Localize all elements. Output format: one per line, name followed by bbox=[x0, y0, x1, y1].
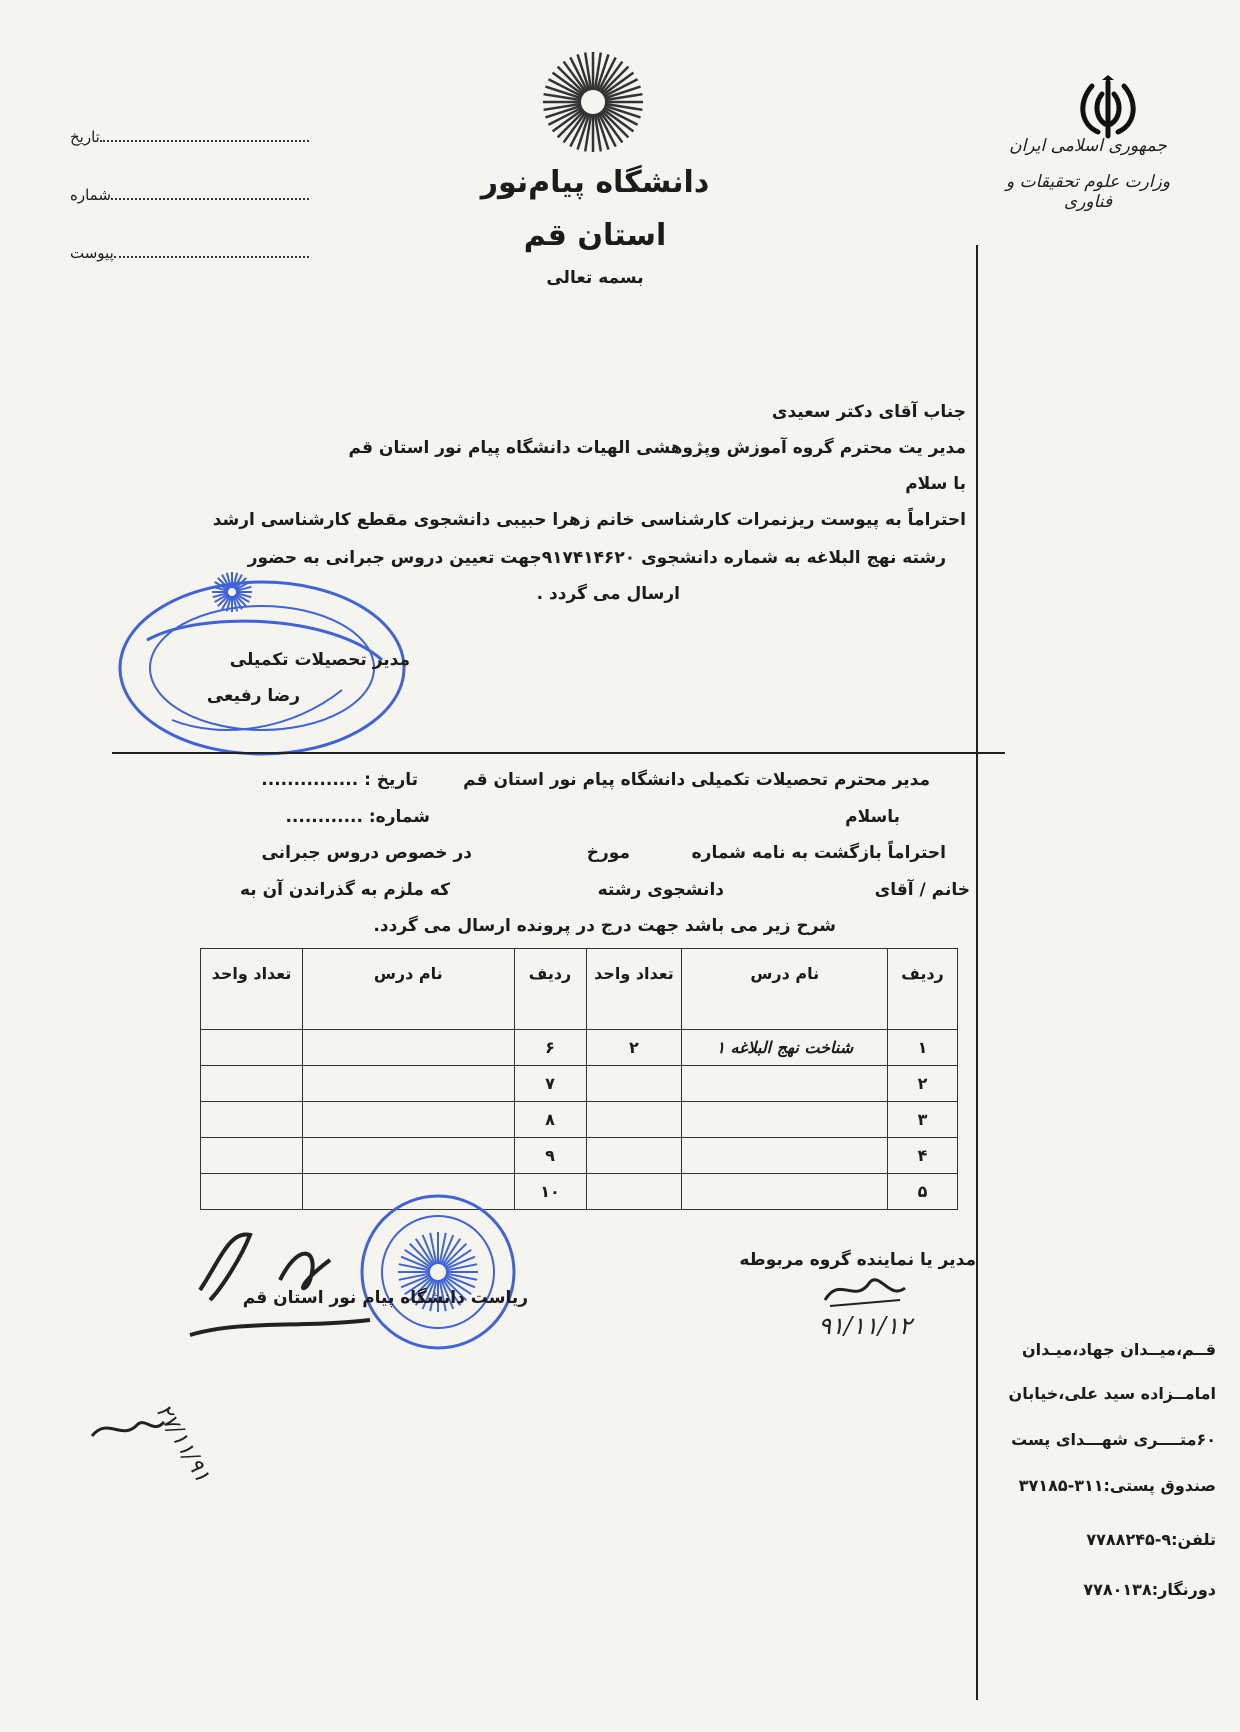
cell-units-1 bbox=[586, 1066, 682, 1102]
university-name: دانشگاه پیام‌نور bbox=[480, 165, 710, 200]
cell-course-name-1 bbox=[682, 1102, 888, 1138]
cell-row-number-2: ۷ bbox=[514, 1066, 586, 1102]
header-course-name-2: نام درس bbox=[302, 949, 514, 1030]
reply-line-2a: خانم / آقای bbox=[874, 880, 970, 900]
iran-emblem-icon bbox=[1072, 74, 1144, 144]
ministry-line-1: جمهوری اسلامی ایران bbox=[1009, 136, 1167, 156]
cell-course-name-2 bbox=[302, 1030, 514, 1066]
presidency-label: ریاست دانشگاه پیام نور استان قم bbox=[242, 1288, 528, 1308]
horizontal-divider bbox=[112, 752, 1005, 754]
address-line-2: امامــزاده سید علی،خیابان bbox=[1008, 1384, 1216, 1403]
group-head-label: مدیر یا نماینده گروه مربوطه bbox=[739, 1250, 976, 1270]
vertical-divider bbox=[976, 245, 978, 1700]
address-line-3: ۶۰متــــری شهـــدای پست bbox=[1011, 1430, 1216, 1449]
table-row bbox=[201, 1174, 958, 1210]
reply-number-label: شماره: ............ bbox=[285, 807, 430, 827]
cell-row-number-2: ۱۰ bbox=[514, 1174, 586, 1210]
date-field-label: تاریخ bbox=[70, 128, 100, 146]
cell-course-name-1: شناخت نهج البلاغه ۱ bbox=[682, 1030, 888, 1066]
province-name: استان قم bbox=[523, 218, 667, 253]
reply-line-1b: مورخ bbox=[586, 843, 630, 863]
table-row bbox=[201, 1030, 958, 1066]
group-head-date: ۹۱/۱۱/۱۲ bbox=[818, 1312, 912, 1340]
header-units-2: تعداد واحد bbox=[201, 949, 303, 1030]
cell-units-1: ۲ bbox=[586, 1030, 682, 1066]
cell-row-number-2: ۸ bbox=[514, 1102, 586, 1138]
cell-units-2 bbox=[201, 1066, 303, 1102]
presidency-signature bbox=[180, 1220, 380, 1350]
cell-row-number-2: ۶ bbox=[514, 1030, 586, 1066]
number-field-label: شماره bbox=[70, 186, 111, 204]
letter-recipient-title: مدیر یت محترم گروه آموزش وپژوهشی الهیات دانشگاه پیام نور استان قم bbox=[348, 438, 966, 458]
cell-row-number-2: ۹ bbox=[514, 1138, 586, 1174]
date-field bbox=[70, 128, 315, 146]
margin-date: ۲۷/۱۱/۹۱ bbox=[150, 1400, 215, 1487]
reply-line-2b: دانشجوی رشته bbox=[597, 880, 724, 900]
table-row bbox=[201, 1102, 958, 1138]
cell-course-name-2 bbox=[302, 1066, 514, 1102]
cell-units-1 bbox=[586, 1174, 682, 1210]
header-row-number-2: ردیف bbox=[514, 949, 586, 1030]
table-row bbox=[201, 1138, 958, 1174]
cell-row-number-1: ۳ bbox=[888, 1102, 958, 1138]
cell-units-2 bbox=[201, 1030, 303, 1066]
letter-body-line-3: ارسال می گردد . bbox=[536, 584, 680, 604]
cell-row-number-1: ۴ bbox=[888, 1138, 958, 1174]
reply-addressee: مدیر محترم تحصیلات تکمیلی دانشگاه پیام نور استان قم bbox=[463, 770, 930, 790]
cell-units-2 bbox=[201, 1102, 303, 1138]
address-phone: تلفن:۹-۷۷۸۸۲۴۵ bbox=[1086, 1530, 1216, 1549]
signer-name: رضا رفیعی bbox=[206, 686, 300, 706]
cell-units-1 bbox=[586, 1138, 682, 1174]
cell-course-name-2 bbox=[302, 1138, 514, 1174]
header-units-1: تعداد واحد bbox=[586, 949, 682, 1030]
reply-line-3: شرح زیر می باشد جهت درج در پرونده ارسال می گردد. bbox=[373, 916, 836, 936]
cell-units-1 bbox=[586, 1102, 682, 1138]
cell-units-2 bbox=[201, 1174, 303, 1210]
address-fax: دورنگار:۷۷۸۰۱۳۸ bbox=[1083, 1580, 1216, 1599]
cell-course-name-1 bbox=[682, 1174, 888, 1210]
cell-row-number-1: ۱ bbox=[888, 1030, 958, 1066]
cell-course-name-1 bbox=[682, 1066, 888, 1102]
invocation-text: بسمه تعالی bbox=[546, 268, 644, 288]
reply-line-1a: احتراماً بازگشت به نامه شماره bbox=[691, 843, 946, 863]
cell-row-number-1: ۲ bbox=[888, 1066, 958, 1102]
address-line-1: قــم،میــدان جهاد،میـدان bbox=[1021, 1340, 1216, 1359]
university-logo-icon bbox=[538, 50, 648, 155]
reply-greeting: باسلام bbox=[845, 807, 900, 827]
signer-title: مدیر تحصیلات تکمیلی bbox=[229, 650, 410, 670]
attachment-field-label: پیوست bbox=[70, 244, 114, 262]
letter-greeting: با سلام bbox=[905, 474, 966, 494]
table-row bbox=[201, 1066, 958, 1102]
courses-table bbox=[200, 948, 958, 1210]
table-header-row bbox=[201, 949, 958, 1030]
cell-course-name-2 bbox=[302, 1102, 514, 1138]
reply-line-2c: که ملزم به گذراندن آن به bbox=[239, 880, 450, 900]
cell-row-number-1: ۵ bbox=[888, 1174, 958, 1210]
reply-date-label: تاریخ : ............... bbox=[261, 770, 418, 790]
address-po-box: صندوق پستی:۳۱۱-۳۷۱۸۵ bbox=[1018, 1476, 1216, 1495]
cell-units-2 bbox=[201, 1138, 303, 1174]
header-row-number-1: ردیف bbox=[888, 949, 958, 1030]
number-field bbox=[70, 186, 315, 204]
group-head-signature bbox=[820, 1270, 910, 1310]
letter-recipient: جناب آقای دکتر سعیدی bbox=[771, 402, 966, 422]
ministry-line-2: وزارت علوم تحقیقات و فناوری bbox=[1005, 172, 1171, 212]
letter-body-line-1: احتراماً به پیوست ریزنمرات کارشناسی خانم زهرا حبیبی دانشجوی مقطع کارشناسی ارشد bbox=[212, 510, 966, 530]
attachment-field bbox=[70, 244, 315, 262]
reply-line-1c: در خصوص دروس جبرانی bbox=[261, 843, 472, 863]
header-course-name-1: نام درس bbox=[682, 949, 888, 1030]
letter-body-line-2: رشته نهج البلاغه به شماره دانشجوی ۹۱۷۴۱۴۶۲۰جهت تعیین دروس جبرانی به حضور bbox=[247, 548, 946, 568]
cell-course-name-1 bbox=[682, 1138, 888, 1174]
